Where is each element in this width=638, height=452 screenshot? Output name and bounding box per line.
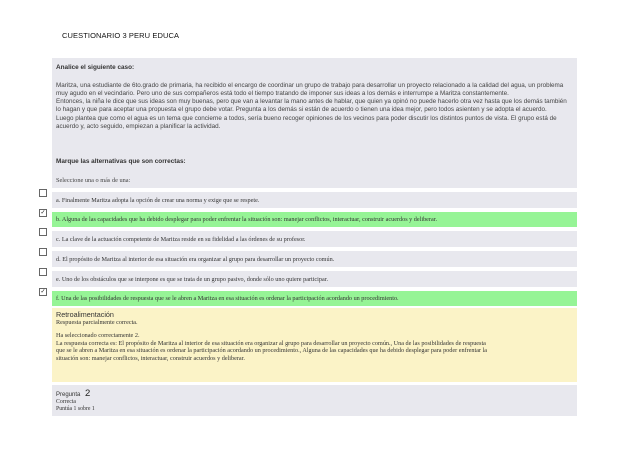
question-number-line xyxy=(56,388,573,399)
checkbox-c[interactable] xyxy=(39,228,47,236)
feedback-panel xyxy=(52,308,577,382)
option-f-label: f. Una de las posibilidades de respuesta que se le abren a Maritza en esa situación es ordenar la participación acordando un procedimiento. xyxy=(56,295,399,302)
case-paragraph: Entonces, la niña le dice que sus ideas son muy buenas, pero que van a levantar la mano antes de hablar, que quien ya opinó no puede hacerlo otra vez hasta que los demás también lo hagan y que para aceptar una propuesta el grupo debe votar. Pregunta a los demás si están de acuerdo o tienen una idea mejor, pero todos asienten y se adopta el acuerdo. xyxy=(56,98,567,114)
feedback-correct-line: que se le abren a Maritza en esa situación es ordenar la participación acordando un procedimiento., Alguna de las capacidades que ha debido desplegar para poder enfrentar la xyxy=(56,347,488,355)
question-score: Puntúa 1 sobre 1 xyxy=(56,406,95,412)
quiz-frame xyxy=(40,58,577,416)
option-a[interactable] xyxy=(52,192,577,208)
option-c-label: c. La clave de la actuación competente de Maritza reside en su fidelidad a las órdenes de su profesor. xyxy=(56,235,306,243)
option-e[interactable] xyxy=(52,271,577,287)
feedback-title: Retroalimentación xyxy=(56,310,114,319)
question-label: Pregunta xyxy=(56,392,81,398)
option-d[interactable] xyxy=(52,251,577,267)
feedback-status: Respuesta parcialmente correcta. xyxy=(56,319,138,326)
checkbox-d[interactable] xyxy=(39,248,47,256)
option-a-label: a. Finalmente Maritza adopta la opción de crear una norma y exige que se respete. xyxy=(56,196,260,204)
checkbox-a[interactable] xyxy=(39,189,47,197)
question-number: 2 xyxy=(85,388,91,399)
checkbox-e[interactable] xyxy=(39,268,47,276)
feedback-selected-count: Ha seleccionado correctamente 2. xyxy=(56,331,140,339)
select-hint: Seleccione una o más de una: xyxy=(52,173,577,188)
option-c[interactable] xyxy=(52,231,577,247)
question-prompt: Marque las alternativas que son correctas: xyxy=(52,157,577,173)
case-text xyxy=(56,82,573,131)
question-status: Correcta xyxy=(56,399,76,405)
option-f[interactable] xyxy=(40,289,577,306)
case-panel xyxy=(52,58,577,157)
checkbox-b-checked[interactable]: ✓ xyxy=(40,210,46,216)
case-title: Analice el siguiente caso: xyxy=(56,64,135,71)
option-d-label: d. El propósito de Maritza al interior de esa situación era organizar al grupo para desarrollar un proyecto común. xyxy=(56,255,335,263)
checkbox-f-checked[interactable]: ✓ xyxy=(40,289,46,295)
feedback-correct-line: situación son: manejar conflictos, interactuar, construir acuerdos y deliberar. xyxy=(56,355,245,363)
document-header: CUESTIONARIO 3 PERU EDUCA xyxy=(62,31,180,40)
option-b[interactable] xyxy=(40,210,577,227)
case-paragraph: Luego plantea que como el agua es un tema que concierne a todos, sería bueno recoger opiniones de los vecinos para poder discutir los distintos puntos de vista. El grupo está de acuerdo y, acto seguido, empiezan a planificar la actividad. xyxy=(56,114,557,130)
case-paragraph: Maritza, una estudiante de 6to.grado de primaria, ha recibido el encargo de coordinar un grupo de trabajo para desarrollar un proyecto relacionado a la calidad del agua, un problema muy agudo en el vecindario. Pero uno de sus compañeros está todo el tiempo tratando de imponer sus ideas a los demás e interrumpe a Maritza constantemente. xyxy=(56,82,564,98)
option-e-label: e. Uno de los obstáculos que se interpone es que se trata de un grupo pasivo, donde sólo uno quiere participar. xyxy=(56,275,329,283)
feedback-correct-line: La respuesta correcta es: El propósito de Maritza al interior de esa situación era organizar al grupo para desarrollar un proyecto común., Una de las posibilidades de respuesta xyxy=(56,339,486,347)
next-question-info xyxy=(52,385,577,416)
option-b-label: b. Alguna de las capacidades que ha debido desplegar para poder enfrentar la situación son: manejar conflictos, interactuar, construir acuerdos y deliberar. xyxy=(56,216,437,223)
